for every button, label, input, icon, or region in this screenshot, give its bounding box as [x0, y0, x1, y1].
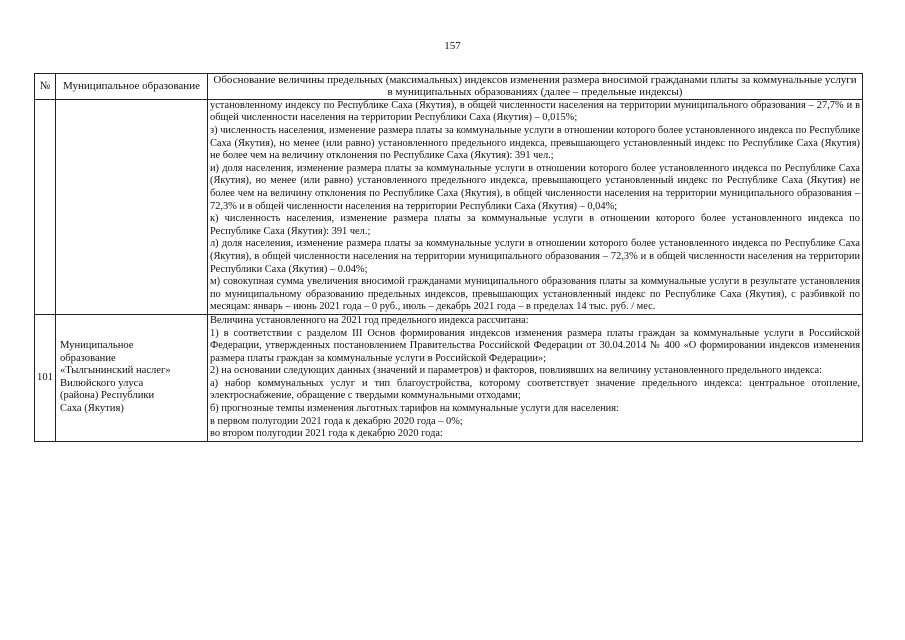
justification-paragraph: к) численность населения, изменение размера платы за коммунальные услуги в отношении которого более установленного индекса по Республике Саха (Якутия): 391 чел.; [210, 213, 860, 237]
justification-paragraph: и) доля населения, изменение размера платы за коммунальные услуги в отношении которого более установленного индекса по Республике Саха (Якутия), но менее (или равно) установленного предельного индекса, превышающего установленный индекс по Республике Саха (Якутия) не более чем на величину отклонения по Республике Саха (Якутия), в общей численности населения на территории муниципального образования – 72,3% и в общей численности населения на территории Республики Саха (Якутия) – 0,04%; [210, 162, 860, 212]
row-number-cell: 101 [35, 314, 56, 441]
justification-paragraph: 2) на основании следующих данных (значений и параметров) и факторов, повлиявших на величину установленного предельного индекса: [210, 365, 823, 377]
municipality-line: Вилюйского улуса [60, 377, 144, 389]
justification-paragraph: м) совокупная сумма увеличения вносимой гражданами муниципального образования платы за коммунальные услуги в результате установления по муниципальному образованию предельных индексов, превышающих установленный индекс по Республике Саха (Якутия), с разбивкой по месяцам: январь – июнь 2021 года – 0 руб., июль – декабрь 2021 года – в пределах 14 тыс. руб. / мес. [210, 276, 860, 313]
table-row [35, 99, 863, 314]
justification-paragraph: з) численность населения, изменение размера платы за коммунальные услуги в отношении которого более установленного индекса по Республике Саха (Якутия), но менее (или равно) установленного предельного индекса, превышающего установленный индекс по Республике Саха (Якутия) не более чем на величину отклонения по Республике Саха (Якутия): 391 чел.; [210, 125, 860, 162]
justification-paragraph: во втором полугодии 2021 года к декабрю 2020 года: [210, 428, 443, 440]
page-number: 157 [444, 40, 461, 52]
municipality-line: Муниципальное [60, 340, 134, 352]
municipality-line: (района) Республики [60, 390, 155, 402]
justification-paragraph: в первом полугодии 2021 года к декабрю 2020 года – 0%; [210, 415, 463, 427]
justification-paragraph: а) набор коммунальных услуг и тип благоустройства, которому соответствует значение предельного индекса: центральное отопление, электроснабжение, обращение с твердыми коммунальными отходами; [210, 377, 860, 402]
header-justification: Обоснование величины предельных (максимальных) индексов изменения размера вносимой гражданами платы за коммунальные услуги в муниципальных образованиях (далее – предельные индексы) [208, 74, 863, 100]
municipality-line: образование [60, 352, 116, 364]
municipality-cell [56, 314, 208, 441]
justification-paragraph: Величина установленного на 2021 год предельного индекса рассчитана: [210, 314, 529, 326]
header-number: № [35, 74, 56, 100]
justification-table [34, 73, 863, 442]
justification-paragraph: л) доля населения, изменение размера платы за коммунальные услуги в отношении которого более установленного индекса по Республике Саха (Якутия), в общей численности населения на территории муниципального образования – 72,3% и в общей численности населения на территории Республики Саха (Якутия) – 0.04%; [210, 238, 860, 275]
municipality-line: Саха (Якутия) [60, 403, 124, 415]
justification-paragraph: установленному индексу по Республике Саха (Якутия), в общей численности населения на территории муниципального образования – 27,7% и в общей численности населения на территории Республики Саха (Якутия) – 0,015%; [210, 99, 860, 124]
table-header-row [35, 74, 863, 100]
header-municipality: Муниципальное образование [56, 74, 208, 100]
justification-cell [208, 99, 863, 314]
municipality-cell [56, 99, 208, 314]
justification-paragraph: б) прогнозные темпы изменения льготных тарифов на коммунальные услуги для населения: [210, 403, 619, 415]
table-row [35, 314, 863, 441]
justification-paragraph: 1) в соответствии с разделом III Основ формирования индексов изменения размера платы граждан за коммунальные услуги в Российской Федерации, утвержденных постановлением Правительства Российской Федерации от 30.04.2014 № 400 «О формировании индексов изменения размера платы граждан за коммунальные услуги в Российской Федерации»; [210, 327, 860, 364]
municipality-line: «Тылгынинский наслег» [60, 365, 171, 377]
row-number-cell [35, 99, 56, 314]
justification-cell [208, 314, 863, 441]
